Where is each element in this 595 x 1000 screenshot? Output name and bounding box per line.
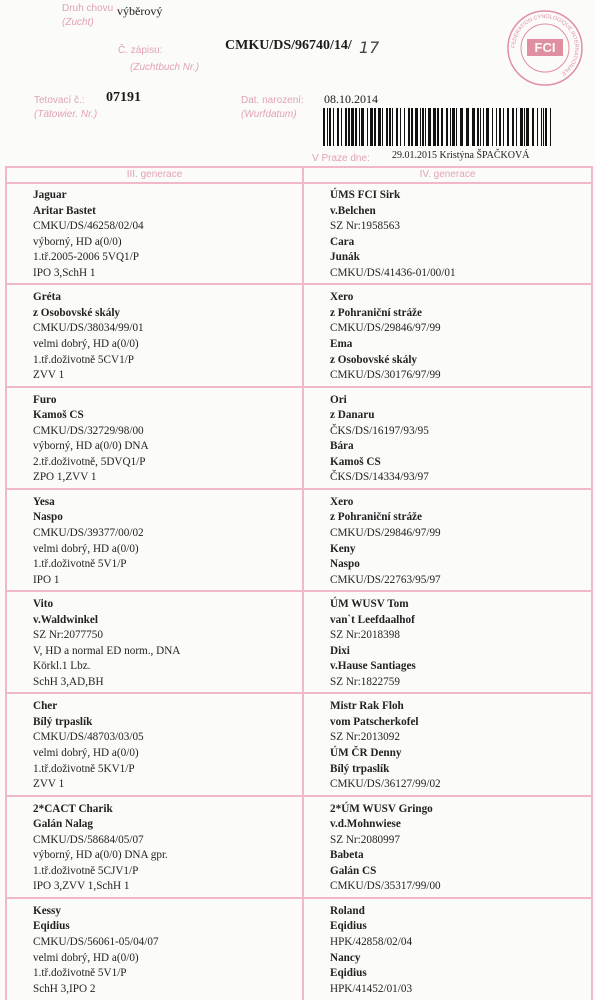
pedigree-line: Kamoš CS (33, 409, 84, 422)
pedigree-line: Junák (330, 251, 360, 264)
pedigree-line: Mistr Rak Floh (330, 700, 404, 713)
pedigree-line: Cher (33, 700, 58, 713)
pedigree-line: SZ Nr:2013092 (330, 731, 400, 744)
pedigree-line: IPO 3,ZVV 1,SchH 1 (33, 880, 130, 893)
pedigree-line: velmi dobrý, HD a(0/0) (33, 951, 139, 964)
pedigree-line: 1.tř.2005-2006 5VQ1/P (33, 251, 139, 264)
dob-label: Dat. narození: (241, 95, 304, 106)
pedigree-line: výborný, HD a(0/0) DNA gpr. (33, 849, 168, 862)
pedigree-line: CMKU/DS/46258/02/04 (33, 220, 144, 233)
row-divider (7, 386, 591, 388)
gen3-cell (33, 802, 168, 896)
pedigree-line: Bílý trpaslík (330, 762, 390, 775)
pedigree-line: CMKU/DS/29846/97/99 (330, 322, 441, 335)
pedigree-line: Cara (330, 235, 355, 248)
pedigree-line: ZVV 1 (33, 778, 65, 791)
row-divider (7, 795, 591, 797)
pedigree-line: HPK/41452/01/03 (330, 982, 413, 995)
fci-seal-icon (505, 8, 585, 88)
pedigree-line: Ema (330, 338, 353, 351)
pedigree-line: SZ Nr:2077750 (33, 629, 103, 642)
row-divider (7, 590, 591, 592)
row-divider (7, 283, 591, 285)
pedigree-line: Jaguar (33, 189, 67, 201)
gen4-cell (330, 290, 441, 384)
pedigree-line: Körkl.1 Lbz. (33, 660, 91, 673)
pedigree-line: CMKU/DS/48703/03/05 (33, 731, 144, 744)
pedigree-line: CMKU/DS/22763/95/97 (330, 573, 441, 586)
pedigree-line: velmi dobrý, HD a(0/0) (33, 542, 139, 555)
pedigree-line: v.Hause Santiages (330, 660, 416, 673)
pedigree-line: IPO 3,SchH 1 (33, 266, 96, 279)
column-header-gen3: III. generace (126, 169, 183, 180)
pedigree-line: SZ Nr:2018398 (330, 629, 400, 642)
place-date-value: 29.01.2015 Kristýna ŠPAČKOVÁ (392, 150, 530, 161)
gen3-cell (33, 393, 149, 487)
gen3-cell (33, 904, 159, 998)
gen4-cell (330, 699, 441, 793)
pedigree-line: Kessy (33, 904, 61, 917)
pedigree-line: z Osobovské skály (33, 306, 121, 319)
pedigree-line: Gréta (33, 291, 61, 304)
reg-label: Č. zápisu: (118, 45, 163, 56)
gen4-cell (330, 802, 441, 896)
pedigree-line: 1.tř.doživotně 5KV1/P (33, 762, 135, 775)
pedigree-line: Roland (330, 904, 365, 917)
pedigree-line: van`t Leefdaalhof (330, 613, 415, 626)
pedigree-table (5, 166, 593, 1000)
pedigree-line: z Danaru (330, 409, 375, 422)
gen3-cell (33, 495, 144, 589)
row-divider (7, 897, 591, 899)
pedigree-line: Kamoš CS (330, 455, 381, 468)
tattoo-label: Tetovací č.: (34, 95, 85, 106)
pedigree-line: IPO 1 (33, 573, 60, 586)
tattoo-number: 07191 (106, 90, 141, 105)
pedigree-line: 1.tř.doživotně 5V1/P (33, 967, 127, 980)
breed-label: Druh chovu (62, 3, 114, 14)
pedigree-line: Aritar Bastet (33, 204, 96, 217)
pedigree-line: Naspo (330, 558, 360, 571)
pedigree-line: velmi dobrý, HD a(0/0) (33, 747, 139, 760)
pedigree-line: HPK/42858/02/04 (330, 935, 413, 948)
pedigree-line: CMKU/DS/39377/00/02 (33, 526, 144, 539)
gen4-cell (330, 597, 416, 691)
pedigree-line: 2*ÚM WUSV Gringo (330, 802, 433, 815)
pedigree-line: v.Belchen (330, 204, 376, 217)
pedigree-line: 1.tř.doživotně 5CJV1/P (33, 864, 139, 877)
pedigree-line: Yesa (33, 495, 55, 508)
pedigree-line: Ori (330, 393, 347, 406)
row-divider (7, 692, 591, 694)
pedigree-line: Nancy (330, 951, 361, 964)
pedigree-line: výborný, HD a(0/0) (33, 235, 122, 248)
pedigree-line: ČKS/DS/14334/93/97 (330, 471, 429, 484)
pedigree-line: Naspo (33, 511, 63, 524)
pedigree-line: CMKU/DS/36127/99/02 (330, 778, 441, 791)
pedigree-line: V, HD a normal ED norm., DNA (33, 644, 181, 657)
svg-text:FCI: FCI (534, 40, 556, 55)
pedigree-line: Bára (330, 440, 354, 453)
row-divider (7, 488, 591, 490)
handwritten-suffix: 17 (359, 38, 380, 57)
gen3-cell (33, 699, 144, 793)
pedigree-line: Dixi (330, 644, 350, 657)
pedigree-line: SchH 3,IPO 2 (33, 982, 96, 995)
pedigree-line: SZ Nr:1958563 (330, 220, 400, 233)
pedigree-line: Babeta (330, 849, 364, 862)
pedigree-line: SZ Nr:1822759 (330, 675, 400, 688)
pedigree-line: Vito (33, 598, 54, 610)
gen4-cell (330, 495, 441, 589)
column-divider (302, 166, 304, 1000)
gen4-cell (330, 188, 456, 282)
pedigree-line: CMKU/DS/41436-01/00/01 (330, 266, 456, 279)
pedigree-line: ZPO 1,ZVV 1 (33, 471, 97, 484)
pedigree-line: Eqidius (330, 920, 367, 933)
column-header-gen4: IV. generace (419, 169, 476, 180)
gen3-cell (33, 290, 144, 384)
reg-label-de: (Zuchtbuch Nr.) (130, 62, 200, 73)
barcode-icon (323, 108, 551, 146)
pedigree-line: CMKU/DS/32729/98/00 (33, 424, 144, 437)
registration-number: CMKU/DS/96740/14/ (225, 38, 352, 53)
pedigree-line: Keny (330, 542, 356, 555)
tattoo-label-de: (Tätowier. Nr.) (34, 109, 98, 120)
pedigree-line: Bílý trpaslík (33, 715, 93, 728)
pedigree-line: výborný, HD a(0/0) DNA (33, 440, 149, 453)
pedigree-line: 2.tř.doživotně, 5DVQ1/P (33, 455, 146, 468)
pedigree-line: v.Waldwinkel (33, 613, 98, 626)
pedigree-line: Xero (330, 291, 354, 304)
pedigree-line: Galán CS (330, 864, 377, 877)
pedigree-line: CMKU/DS/38034/99/01 (33, 322, 144, 335)
pedigree-line: 2*CACT Charik (33, 802, 113, 815)
pedigree-line: ÚMS FCI Sirk (330, 189, 401, 201)
pedigree-line: v.d.Mohnwiese (330, 818, 401, 831)
pedigree-line: ÚM ČR Denny (330, 747, 402, 760)
pedigree-line: CMKU/DS/56061-05/04/07 (33, 935, 159, 948)
pedigree-line: Furo (33, 393, 57, 406)
pedigree-line: ZVV 1 (33, 369, 65, 382)
gen3-cell (33, 597, 180, 691)
pedigree-line: z Osobovské skály (330, 353, 418, 366)
gen3-cell (33, 188, 144, 282)
pedigree-line: Eqidius (330, 967, 367, 980)
dob-label-de: (Wurfdatum) (241, 109, 297, 120)
svg-text:FEDERATION CYNOLOGIQUE INTERNA: FEDERATION CYNOLOGIQUE INTERNATIONALE (510, 13, 580, 77)
pedigree-line: SZ Nr:2080997 (330, 833, 400, 846)
table-header (7, 166, 591, 184)
pedigree-line: ČKS/DS/16197/93/95 (330, 424, 429, 437)
pedigree-line: ÚM WUSV Tom (330, 598, 409, 610)
gen4-cell (330, 393, 429, 487)
pedigree-line: z Pohraniční stráže (330, 511, 422, 524)
gen4-cell (330, 904, 412, 998)
pedigree-line: z Pohraniční stráže (330, 306, 422, 319)
pedigree-line: 1.tř.doživotně 5CV1/P (33, 353, 134, 366)
pedigree-line: CMKU/DS/58684/05/07 (33, 833, 144, 846)
pedigree-line: Eqidius (33, 920, 70, 933)
pedigree-line: CMKU/DS/29846/97/99 (330, 526, 441, 539)
pedigree-line: vom Patscherkofel (330, 715, 419, 728)
pedigree-line: CMKU/DS/30176/97/99 (330, 369, 441, 382)
pedigree-line: Xero (330, 495, 354, 508)
pedigree-line: 1.tř.doživotně 5V1/P (33, 558, 127, 571)
place-date-label: V Praze dne: (312, 153, 370, 164)
breed-value: výběrový (117, 4, 163, 18)
breed-label-de: (Zucht) (62, 17, 94, 28)
pedigree-line: SchH 3,AD,BH (33, 675, 104, 688)
pedigree-line: velmi dobrý, HD a(0/0) (33, 338, 139, 351)
pedigree-line: CMKU/DS/35317/99/00 (330, 880, 441, 893)
pedigree-line: Galán Nalag (33, 818, 93, 831)
dob-value: 08.10.2014 (324, 92, 378, 106)
